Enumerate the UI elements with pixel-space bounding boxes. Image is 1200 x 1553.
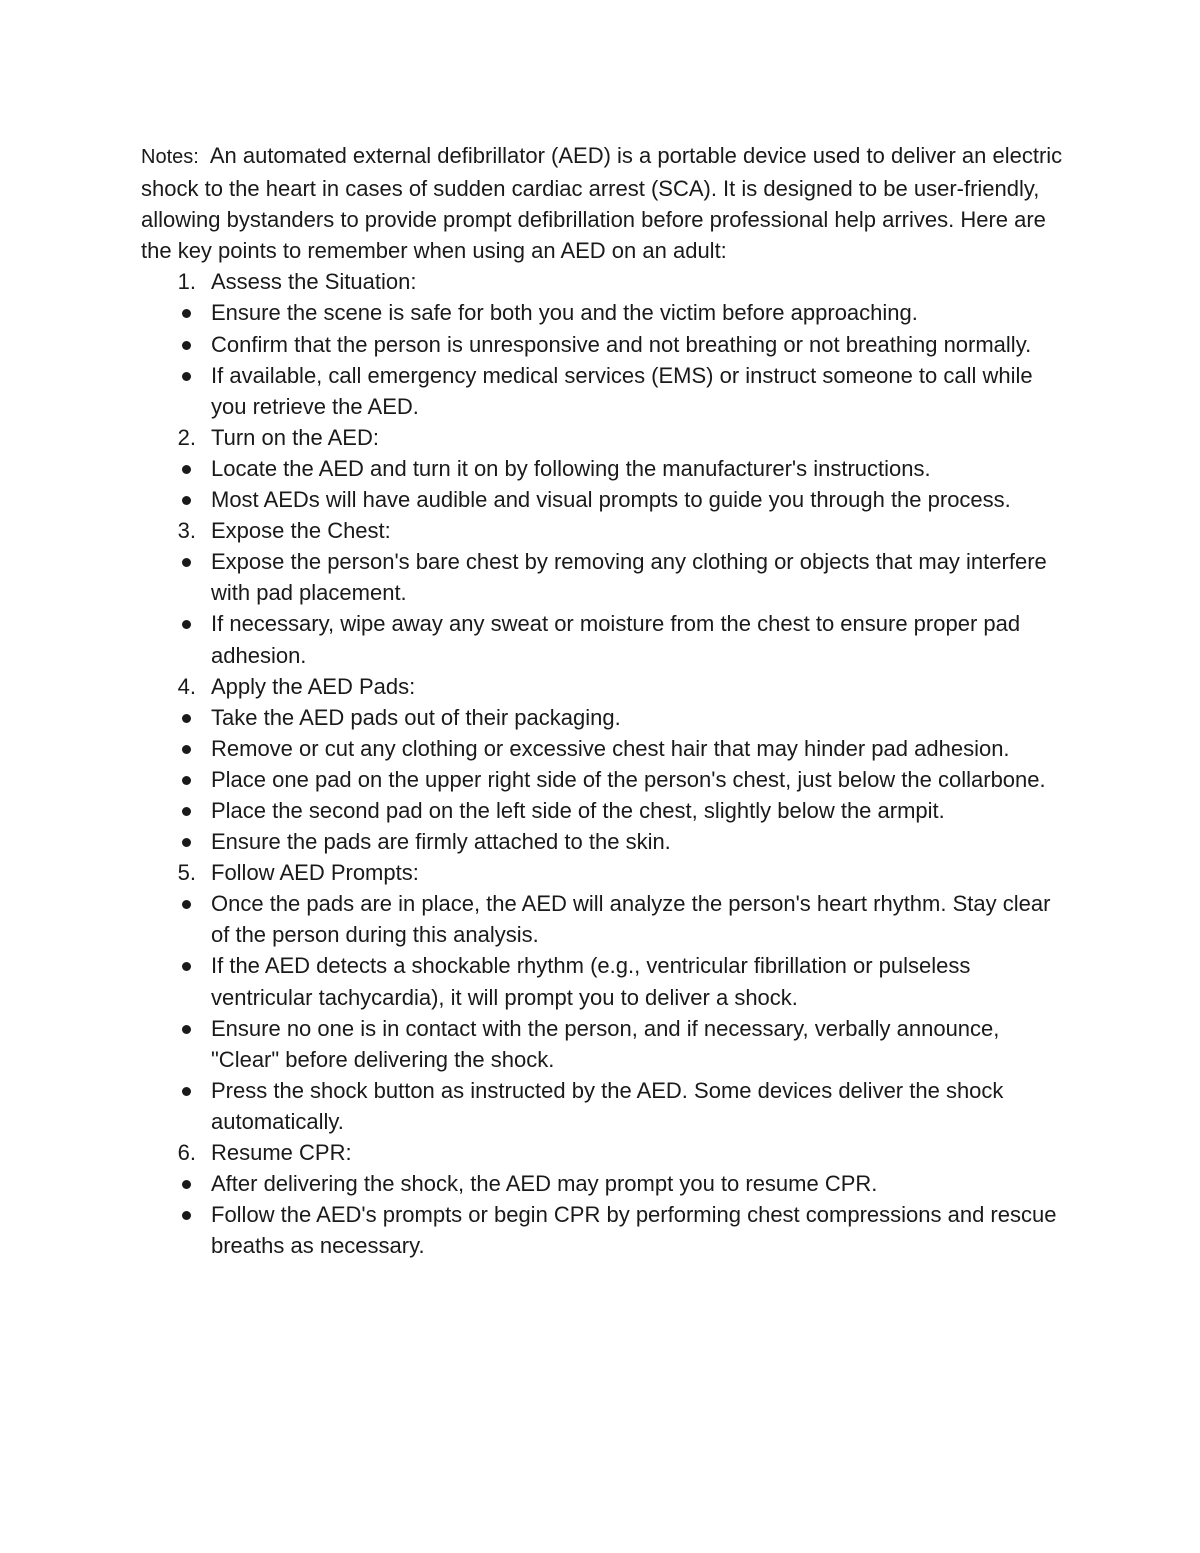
- bullet-dot-icon: [182, 807, 191, 816]
- list-item: [141, 453, 1071, 484]
- step-heading: [141, 422, 1071, 453]
- step-number: 5.: [177, 860, 196, 886]
- bullet-dot-icon: [182, 1025, 191, 1034]
- list-item: [141, 888, 1071, 950]
- bullet-text: If necessary, wipe away any sweat or moisture from the chest to ensure proper pad adhesion.: [211, 611, 1021, 668]
- list-item: [141, 733, 1071, 764]
- list-item: [141, 360, 1071, 422]
- list-item: [141, 1075, 1071, 1137]
- bullet-text: Place the second pad on the left side of the chest, slightly below the armpit.: [211, 797, 945, 823]
- bullet-text: Once the pads are in place, the AED will analyze the person's heart rhythm. Stay clear of the person during this analysis.: [211, 891, 1051, 948]
- intro-text: An automated external defibrillator (AED) is a portable device used to deliver an electric shock to the heart in cases of sudden cardiac arrest (SCA). It is designed to be user-friendly, allowing bystanders to provide prompt defibrillation before professional help arrives. Here are the key points to remember when using an AED on an adult:: [141, 143, 1063, 264]
- step-heading: [141, 857, 1071, 888]
- bullet-dot-icon: [182, 309, 191, 318]
- bullet-text: After delivering the shock, the AED may prompt you to resume CPR.: [211, 1171, 878, 1197]
- step-title: Follow AED Prompts:: [211, 860, 419, 886]
- step-title: Resume CPR:: [211, 1140, 352, 1165]
- step-number: 6.: [177, 1140, 196, 1165]
- bullet-text: Place one pad on the upper right side of the person's chest, just below the collarbone.: [211, 766, 1046, 792]
- bullet-dot-icon: [182, 496, 191, 505]
- document-body: [141, 140, 1071, 1261]
- notes-label: Notes:: [141, 146, 199, 168]
- bullet-text: Ensure the scene is safe for both you and the victim before approaching.: [211, 300, 918, 326]
- bullet-dot-icon: [182, 745, 191, 754]
- step-heading: [141, 515, 1071, 546]
- step-title: Assess the Situation:: [211, 269, 417, 295]
- bullet-dot-icon: [182, 714, 191, 723]
- bullet-text: Press the shock button as instructed by the AED. Some devices deliver the shock automatically.: [211, 1077, 1004, 1134]
- bullet-dot-icon: [182, 776, 191, 785]
- bullet-dot-icon: [182, 962, 191, 971]
- bullet-dot-icon: [182, 372, 191, 381]
- step-title: Expose the Chest:: [211, 518, 391, 544]
- bullet-dot-icon: [182, 465, 191, 474]
- bullet-dot-icon: [182, 341, 191, 350]
- bullet-text: Most AEDs will have audible and visual prompts to guide you through the process.: [211, 487, 1011, 513]
- step-heading: [141, 1137, 1071, 1168]
- bullet-dot-icon: [182, 558, 191, 567]
- bullet-dot-icon: [182, 838, 191, 847]
- list-item: [141, 329, 1071, 360]
- bullet-text: Ensure no one is in contact with the person, and if necessary, verbally announce, "Clear" before delivering the shock.: [211, 1015, 1000, 1072]
- list-item: [141, 764, 1071, 795]
- bullet-dot-icon: [182, 1211, 191, 1220]
- list-item: [141, 826, 1071, 857]
- bullet-dot-icon: [182, 900, 191, 909]
- step-title: Turn on the AED:: [211, 424, 379, 450]
- bullet-text: If the AED detects a shockable rhythm (e.g., ventricular fibrillation or pulseless ventricular tachycardia), it will prompt you to deliver a shock.: [211, 953, 971, 1010]
- step-title: Apply the AED Pads:: [211, 673, 416, 699]
- list-item: [141, 950, 1071, 1012]
- intro-paragraph: [141, 140, 1071, 266]
- bullet-text: Locate the AED and turn it on by following the manufacturer's instructions.: [211, 455, 931, 481]
- steps-list: [141, 266, 1071, 1261]
- bullet-text: Take the AED pads out of their packaging.: [211, 704, 621, 730]
- list-item: [141, 1199, 1071, 1261]
- list-item: [141, 1013, 1071, 1075]
- bullet-text: Remove or cut any clothing or excessive chest hair that may hinder pad adhesion.: [211, 735, 1010, 761]
- list-item: [141, 297, 1071, 328]
- bullet-text: Ensure the pads are firmly attached to the skin.: [211, 829, 671, 855]
- list-item: [141, 702, 1071, 733]
- step-number: 4.: [177, 673, 196, 699]
- list-item: [141, 484, 1071, 515]
- bullet-text: Follow the AED's prompts or begin CPR by performing chest compressions and rescue breaths as necessary.: [211, 1202, 1057, 1259]
- step-number: 2.: [177, 424, 196, 450]
- bullet-text: If available, call emergency medical services (EMS) or instruct someone to call while you retrieve the AED.: [211, 362, 1033, 419]
- list-item: [141, 608, 1071, 670]
- step-heading: [141, 671, 1071, 702]
- step-heading: [141, 266, 1071, 297]
- bullet-text: Expose the person's bare chest by removing any clothing or objects that may interfere with pad placement.: [211, 549, 1047, 606]
- bullet-text: Confirm that the person is unresponsive and not breathing or not breathing normally.: [211, 331, 1032, 357]
- list-item: [141, 546, 1071, 608]
- step-number: 1.: [177, 269, 196, 295]
- list-item: [141, 795, 1071, 826]
- list-item: [141, 1168, 1071, 1199]
- bullet-dot-icon: [182, 620, 191, 629]
- bullet-dot-icon: [182, 1180, 191, 1189]
- bullet-dot-icon: [182, 1087, 191, 1096]
- step-number: 3.: [177, 518, 196, 544]
